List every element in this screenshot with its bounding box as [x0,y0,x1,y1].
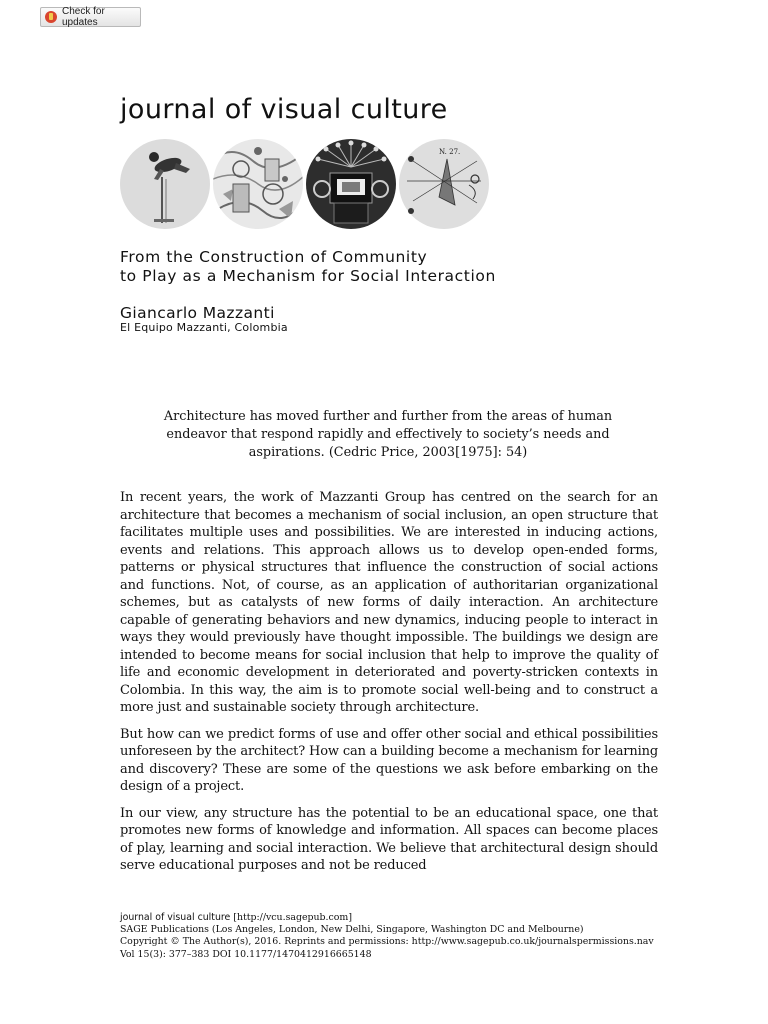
ornate-collage-icon [213,139,303,229]
optics-diagram-icon [399,139,489,229]
check-for-updates-label: Check for updates [62,6,105,28]
body-paragraph: In recent years, the work of Mazzanti Group has centred on the search for an architecture that becomes a mechanism of social inclusion, an open structure that facilitates multiple uses and possibilities. We are interested in inducing actions, events and relations. This approach allows us to develop open-ended forms, patterns or physical structures that influence the construction of social actions and functions. Not, of course, as an application of authoritarian organizational schemes, but as catalysts of new forms of daily interaction. An architecture capable of generating behaviors and new dynamics, inducing people to interact in ways they would previously have thought impossible. The buildings we design are intended to become means for social inclusion that help to improve the quality of life and economic development in deteriorated and poverty-stricken contexts in Colombia. In this way, the aim is to promote social well-being and to construct a more just and sustainable society through architecture. [120,490,658,715]
projector-machine-icon [306,139,396,229]
diagram-label: N. 27. [439,148,461,156]
article-title-line: to Play as a Mechanism for Social Interaction [120,267,496,285]
footer-journal-name: journal of visual culture [120,912,231,923]
author-name: Giancarlo Mazzanti [120,304,275,322]
author-affiliation: El Equipo Mazzanti, Colombia [120,321,288,334]
page-footer [120,912,660,961]
journal-logo-images [120,139,492,229]
footer-publisher: SAGE Publications (Los Angeles, London, New Delhi, Singapore, Washington DC and Melbourne) [120,924,584,936]
journal-title: journal of visual culture [120,94,448,125]
article-title-line: From the Construction of Community [120,248,428,266]
footer-citation: Vol 15(3): 377–383 DOI 10.1177/1470412916665148 [120,948,372,960]
footer-journal-url: [http://vcu.sagepub.com] [230,912,352,923]
epigraph-quote: Architecture has moved further and further from the areas of human endeavor that respond rapidly and effectively to society’s needs and aspirations. (Cedric Price, 2003[1975]: 54) [163,409,613,460]
body-paragraph: In our view, any structure has the potential to be an educational space, one that promotes new forms of knowledge and information. All spaces can become places of play, learning and social interaction. We believe that architectural design should serve educational purposes and not be reduced [120,805,658,873]
article-title [120,248,496,286]
figure-flying-icon [120,139,210,229]
crossmark-icon [45,11,57,23]
body-paragraph: But how can we predict forms of use and offer other social and ethical possibilities unforeseen by the architect? How can a building become a mechanism for learning and discovery? These are some of the questions we ask before embarking on the design of a project. [120,726,658,794]
footer-copyright: Copyright © The Author(s), 2016. Reprints and permissions: http://www.sagepub.co.uk/journalspermissions.nav [120,936,654,948]
footer-journal-line [120,912,660,924]
check-for-updates-button[interactable] [40,7,141,27]
article-body [120,489,658,884]
